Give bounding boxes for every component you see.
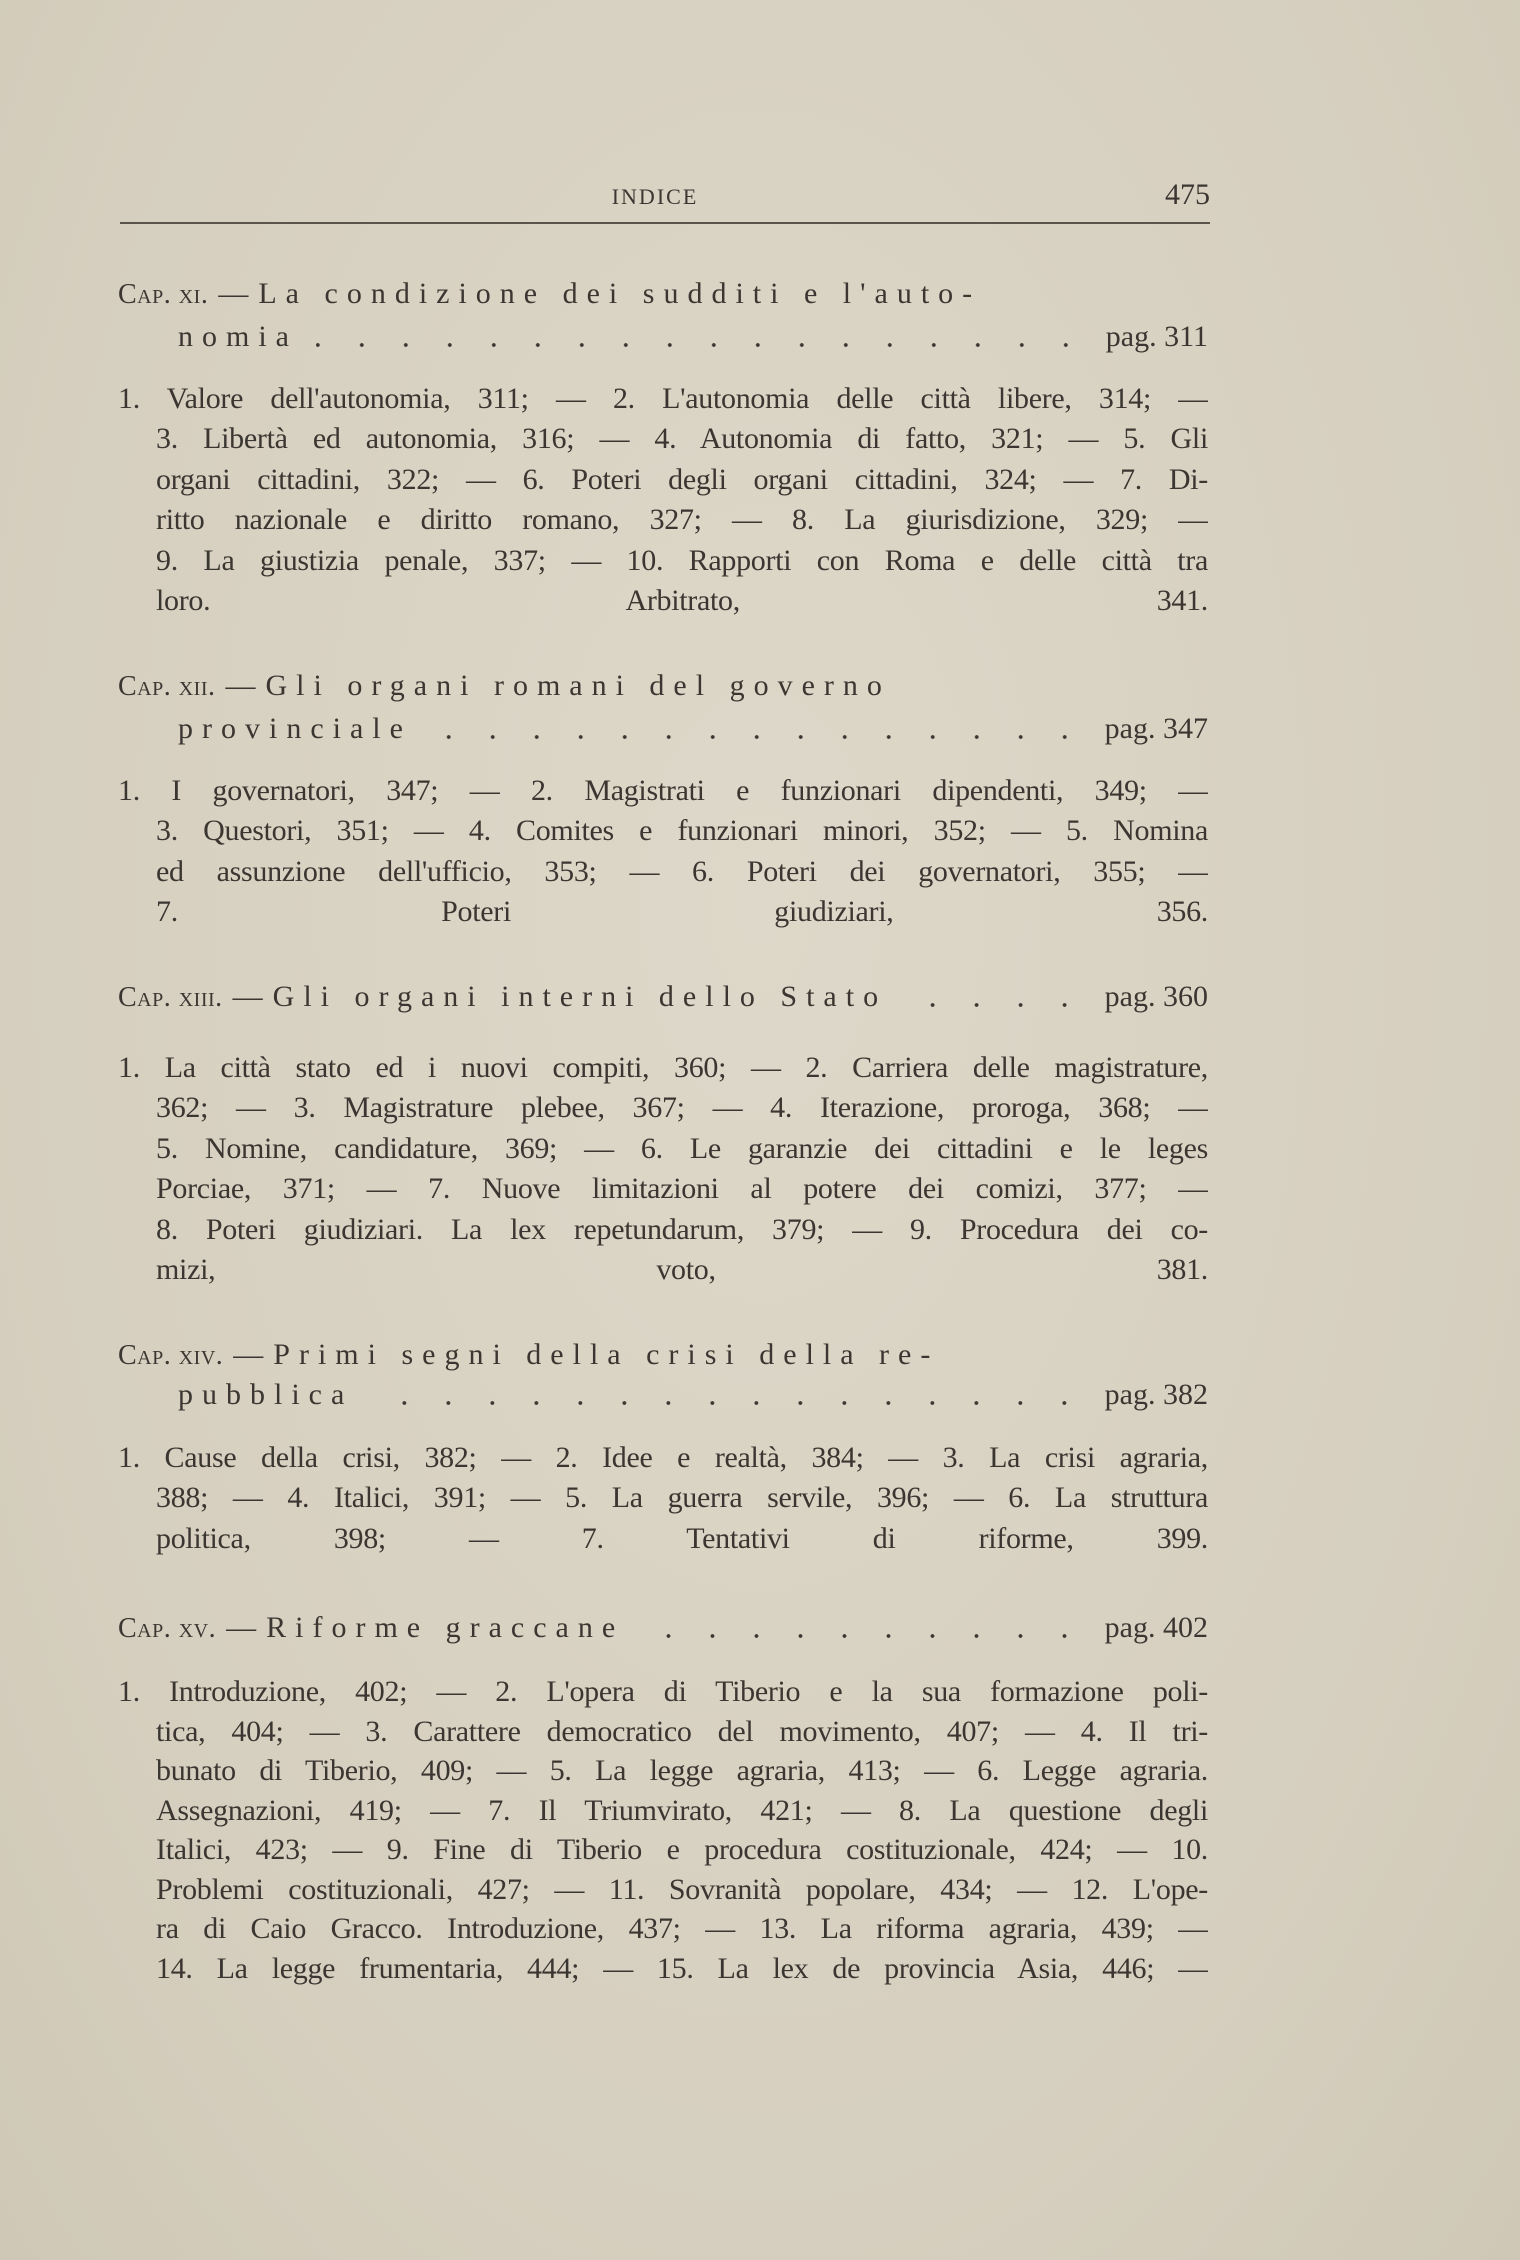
section-list-line: mizi, voto, 381. — [156, 1253, 1208, 1286]
chapter-title-continued: pubblica — [178, 1378, 354, 1411]
dash: — — [233, 1338, 264, 1371]
dot-leader — [430, 734, 1087, 740]
section-list-line: 3. Libertà ed autonomia, 316; — 4. Autonomia di fatto, 321; — 5. Gli — [156, 422, 1208, 456]
section-list-line: Assegnazioni, 419; — 7. Il Triumvirato, 421; — 8. La questione degli — [156, 1793, 1208, 1827]
section-list-line: ed assunzione dell'ufficio, 353; — 6. Poteri dei governatori, 355; — — [156, 854, 1208, 888]
chapter-page-ref: pag. 347 — [1104, 712, 1208, 745]
chapter-title-continued: nomia — [178, 320, 298, 353]
chapter-heading — [118, 666, 1208, 706]
section-list-line: 14. La legge frumentaria, 444; — 15. La lex de provincia Asia, 446; — — [156, 1951, 1208, 1985]
section-list-line: 9. La giustizia penale, 337; — 10. Rapporti con Roma e delle città tra — [156, 543, 1208, 577]
section-list-line: Porciae, 371; — 7. Nuove limitazioni al potere dei comizi, 377; — — [156, 1172, 1208, 1206]
section-list-line: Italici, 423; — 9. Fine di Tiberio e procedura costituzionale, 424; — 10. — [156, 1833, 1208, 1866]
chapter-title: Primi segni della crisi della re- — [273, 1338, 940, 1371]
section-list-line: tica, 404; — 3. Carattere democratico del movimento, 407; — 4. Il tri- — [156, 1714, 1208, 1748]
section-list-line: 5. Nomine, candidature, 369; — 6. Le garanzie dei cittadini e le leges — [156, 1131, 1208, 1165]
chapter-title: Gli organi romani del governo — [265, 669, 891, 702]
section-list-line: loro. Arbitrato, 341. — [156, 584, 1208, 617]
section-list-line: 1. La città stato ed i nuovi compiti, 360; — 2. Carriera delle magistrature, — [118, 1051, 1208, 1084]
chapter-page-ref: pag. 311 — [1105, 320, 1208, 353]
chapter-number: Cap. xiv. — [118, 1340, 224, 1371]
chapter-heading-continued — [178, 1375, 1208, 1415]
dash: — — [218, 277, 249, 310]
chapter-page-ref: pag. 382 — [1104, 1378, 1208, 1411]
chapter-title-continued: provinciale — [178, 712, 412, 745]
header-rule — [120, 222, 1210, 224]
dot-leader — [905, 1002, 1087, 1008]
dot-leader — [371, 1400, 1086, 1406]
chapter-heading-continued — [178, 317, 1208, 357]
chapter-page-ref: pag. 402 — [1104, 1611, 1208, 1644]
section-list-line: 1. Introduzione, 402; — 2. L'opera di Tiberio e la sua formazione poli- — [118, 1675, 1208, 1708]
chapter-heading — [118, 274, 1208, 314]
section-list-line: Problemi costituzionali, 427; — 11. Sovranità popolare, 434; — 12. L'ope- — [156, 1872, 1208, 1906]
chapter-title: Gli organi interni dello Stato — [272, 980, 888, 1013]
section-list-line: politica, 398; — 7. Tentativi di riforme, 399. — [156, 1521, 1208, 1555]
dash: — — [226, 1611, 257, 1644]
dot-leader — [642, 1633, 1086, 1639]
section-list-line: bunato di Tiberio, 409; — 5. La legge agraria, 413; — 6. Legge agraria. — [156, 1754, 1208, 1787]
page-number: 475 — [1165, 178, 1210, 211]
chapter-page-ref: pag. 360 — [1104, 980, 1208, 1013]
chapter-title: La condizione dei sudditi e l'auto- — [258, 277, 982, 310]
section-list-line: ra di Caio Gracco. Introduzione, 437; — 13. La riforma agraria, 439; — — [156, 1912, 1208, 1945]
section-list-line: 3. Questori, 351; — 4. Comites e funzionari minori, 352; — 5. Nomina — [156, 814, 1208, 848]
chapter-heading — [118, 1335, 1208, 1375]
section-list-line: 388; — 4. Italici, 391; — 5. La guerra servile, 396; — 6. La struttura — [156, 1481, 1208, 1515]
section-list-line: 8. Poteri giudiziari. La lex repetundarum, 379; — 9. Procedura dei co- — [156, 1212, 1208, 1246]
section-list-line: 362; — 3. Magistrature plebee, 367; — 4. Iterazione, proroga, 368; — — [156, 1091, 1208, 1125]
chapter-heading — [118, 1608, 1208, 1648]
section-list-line: ritto nazionale e diritto romano, 327; — 8. La giurisdizione, 329; — — [156, 503, 1208, 537]
running-header: INDICE — [611, 184, 699, 209]
dash: — — [232, 980, 263, 1013]
chapter-number: Cap. xiii. — [118, 982, 223, 1013]
chapter-number: Cap. xi. — [118, 279, 209, 310]
dot-leader — [316, 342, 1088, 348]
section-list-line: 1. Cause della crisi, 382; — 2. Idee e realtà, 384; — 3. La crisi agraria, — [118, 1441, 1208, 1474]
chapter-heading-continued — [178, 709, 1208, 749]
section-list-line: organi cittadini, 322; — 6. Poteri degli organi cittadini, 324; — 7. Di- — [156, 462, 1208, 496]
dash: — — [225, 669, 256, 702]
section-list-line: 1. I governatori, 347; — 2. Magistrati e funzionari dipendenti, 349; — — [118, 774, 1208, 807]
chapter-number: Cap. xii. — [118, 671, 216, 702]
chapter-title: Riforme graccane — [266, 1611, 625, 1644]
chapter-number: Cap. xv. — [118, 1613, 217, 1644]
chapter-heading — [118, 977, 1208, 1017]
section-list-line: 7. Poteri giudiziari, 356. — [156, 895, 1208, 929]
section-list-line: 1. Valore dell'autonomia, 311; — 2. L'autonomia delle città libere, 314; — — [118, 382, 1208, 415]
